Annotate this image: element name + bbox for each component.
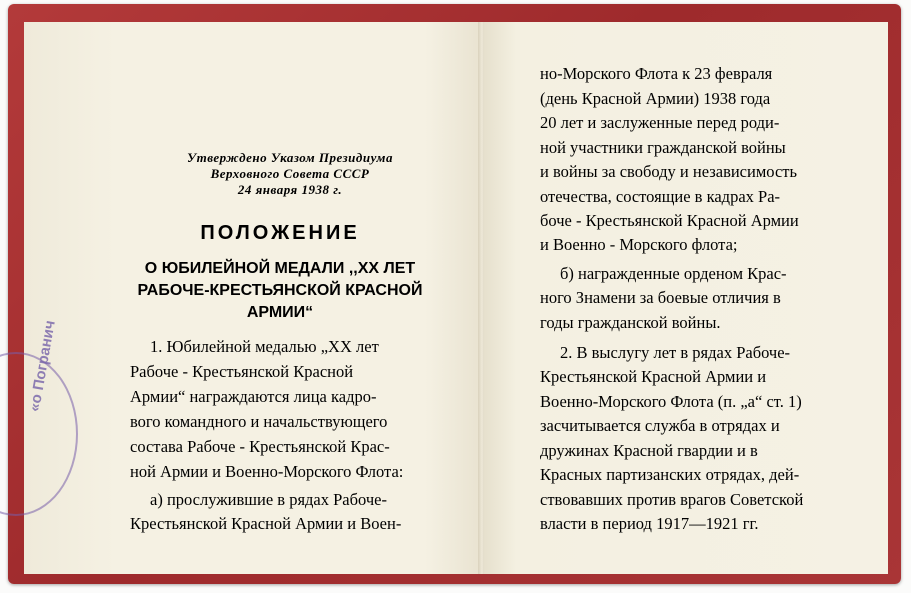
left-body-line: Рабоче - Крестьянской Красной: [130, 362, 354, 381]
right-body-line: (день Красной Армии) 1938 года: [540, 89, 771, 108]
left-body-line: 1. Юбилейной медалью „XX лет: [150, 337, 379, 356]
approval-line-3: 24 января 1938 г.: [237, 182, 343, 197]
subtitle-line-2: РАБОЧЕ-КРЕСТЬЯНСКОЙ КРАСНОЙ: [137, 282, 423, 299]
right-body-line: Крестьянской Красной Армии и: [540, 367, 767, 386]
right-body-line: ного Знамени за боевые отличия в: [540, 288, 781, 307]
right-body-line: 2. В выслугу лет в рядах Рабоче-: [560, 343, 791, 362]
approval-line-1: Утверждено Указом Президиума: [187, 150, 393, 165]
approval-line-2: Верховного Совета СССР: [210, 166, 370, 181]
stamp-text: «о Погранич: [26, 319, 59, 413]
right-body-line: но-Морского Флота к 23 февраля: [540, 64, 773, 83]
right-body-line: ной участники гражданской войны: [540, 138, 786, 157]
right-body-line: засчитывается служба в отрядах и: [540, 416, 780, 435]
left-body-line: Армии“ награждаются лица кадро-: [130, 387, 377, 406]
right-body-line: отечества, состоящие в кадрах Ра-: [540, 187, 781, 206]
left-body-line: вого командного и начальствующего: [130, 412, 388, 431]
right-body-line: власти в период 1917—1921 гг.: [540, 514, 759, 533]
right-body-line: дружинах Красной гвардии и в: [540, 441, 758, 460]
left-body-line: а) прослужившие в рядах Рабоче-: [150, 490, 387, 509]
right-body-line: и войны за свободу и независимость: [540, 162, 797, 181]
subtitle-line-3: АРМИИ“: [246, 304, 314, 321]
right-body-line: б) награжденные орденом Крас-: [560, 264, 787, 283]
left-body-line: состава Рабоче - Крестьянской Крас-: [130, 437, 390, 456]
right-body-line: 20 лет и заслуженные перед роди-: [540, 113, 780, 132]
right-body-line: Военно-Морского Флота (п. „а“ ст. 1): [540, 392, 802, 411]
right-body-line: Красных партизанских отрядах, дей-: [540, 465, 800, 484]
right-body-line: боче - Крестьянской Красной Армии: [540, 211, 799, 230]
subtitle-line-1: О ЮБИЛЕЙНОЙ МЕДАЛИ ,,XX ЛЕТ: [144, 260, 416, 277]
right-body-line: ствовавших против врагов Советской: [540, 490, 804, 509]
left-body-line: Крестьянской Красной Армии и Воен-: [130, 514, 402, 533]
right-body-line: годы гражданской войны.: [540, 313, 721, 332]
right-body-line: и Военно - Морского флота;: [540, 235, 738, 254]
left-body-line: ной Армии и Военно-Морского Флота:: [130, 462, 404, 481]
document-title: ПОЛОЖЕНИЕ: [200, 222, 360, 244]
